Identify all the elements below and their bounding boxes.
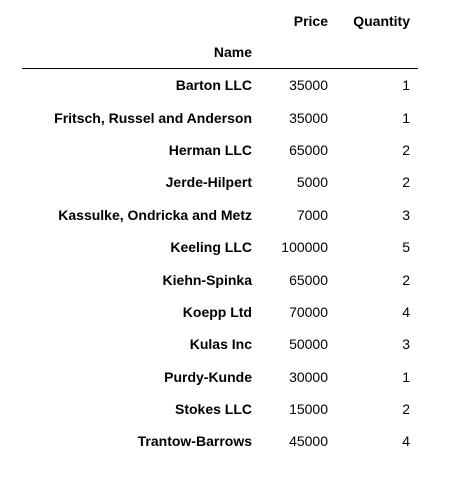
cell-quantity: 1 xyxy=(402,77,410,94)
table-row xyxy=(22,393,418,425)
index-row-blank-cell xyxy=(268,36,340,69)
cell-quantity: 1 xyxy=(402,368,410,385)
table-row xyxy=(22,231,418,263)
cell-quantity: 2 xyxy=(402,141,410,158)
cell-price: 65000 xyxy=(289,271,328,288)
table-row xyxy=(22,134,418,166)
table-body xyxy=(22,69,418,458)
cell-price: 70000 xyxy=(289,303,328,320)
table-header xyxy=(22,6,418,69)
row-index-name: Kulas Inc xyxy=(189,336,252,353)
cell-price: 30000 xyxy=(289,368,328,385)
cell-quantity: 1 xyxy=(402,109,410,126)
table-row xyxy=(22,328,418,360)
cell-price: 65000 xyxy=(289,141,328,158)
row-index-name: Herman LLC xyxy=(168,141,252,158)
row-index-name: Koepp Ltd xyxy=(182,303,252,320)
cell-quantity: 3 xyxy=(402,206,410,223)
row-index-name: Stokes LLC xyxy=(174,401,252,418)
cell-price: 35000 xyxy=(289,77,328,94)
index-row-blank-cell xyxy=(340,36,418,69)
cell-quantity: 4 xyxy=(402,303,410,320)
row-index-name: Kiehn-Spinka xyxy=(162,271,252,288)
table-row xyxy=(22,166,418,198)
table-row xyxy=(22,101,418,133)
cell-price: 35000 xyxy=(289,109,328,126)
cell-quantity: 3 xyxy=(402,336,410,353)
cell-price: 45000 xyxy=(289,433,328,450)
table-row xyxy=(22,69,418,102)
row-index-name: Purdy-Kunde xyxy=(164,368,252,385)
table-row xyxy=(22,361,418,393)
index-name-header: Name xyxy=(22,36,268,69)
cell-price: 100000 xyxy=(281,239,328,256)
blank-corner-header xyxy=(22,6,268,36)
cell-quantity: 2 xyxy=(402,271,410,288)
dataframe-table xyxy=(22,6,418,458)
table-row xyxy=(22,263,418,295)
cell-quantity: 4 xyxy=(402,433,410,450)
cell-quantity: 5 xyxy=(402,239,410,256)
row-index-name: Barton LLC xyxy=(175,77,252,94)
row-index-name: Keeling LLC xyxy=(170,239,252,256)
table-row xyxy=(22,425,418,457)
column-header-row xyxy=(22,6,418,36)
cell-price: 50000 xyxy=(289,336,328,353)
index-name-row xyxy=(22,36,418,69)
cell-price: 5000 xyxy=(296,174,328,191)
row-index-name: Jerde-Hilpert xyxy=(165,174,252,191)
table-row xyxy=(22,296,418,328)
row-index-name: Kassulke, Ondricka and Metz xyxy=(58,206,252,223)
table-row xyxy=(22,199,418,231)
cell-price: 7000 xyxy=(296,206,328,223)
column-header-price: Price xyxy=(293,13,328,29)
row-index-name: Trantow-Barrows xyxy=(137,433,252,450)
cell-quantity: 2 xyxy=(402,401,410,418)
cell-price: 15000 xyxy=(289,401,328,418)
cell-quantity: 2 xyxy=(402,174,410,191)
row-index-name: Fritsch, Russel and Anderson xyxy=(54,109,252,126)
column-header-quantity: Quantity xyxy=(353,13,410,29)
